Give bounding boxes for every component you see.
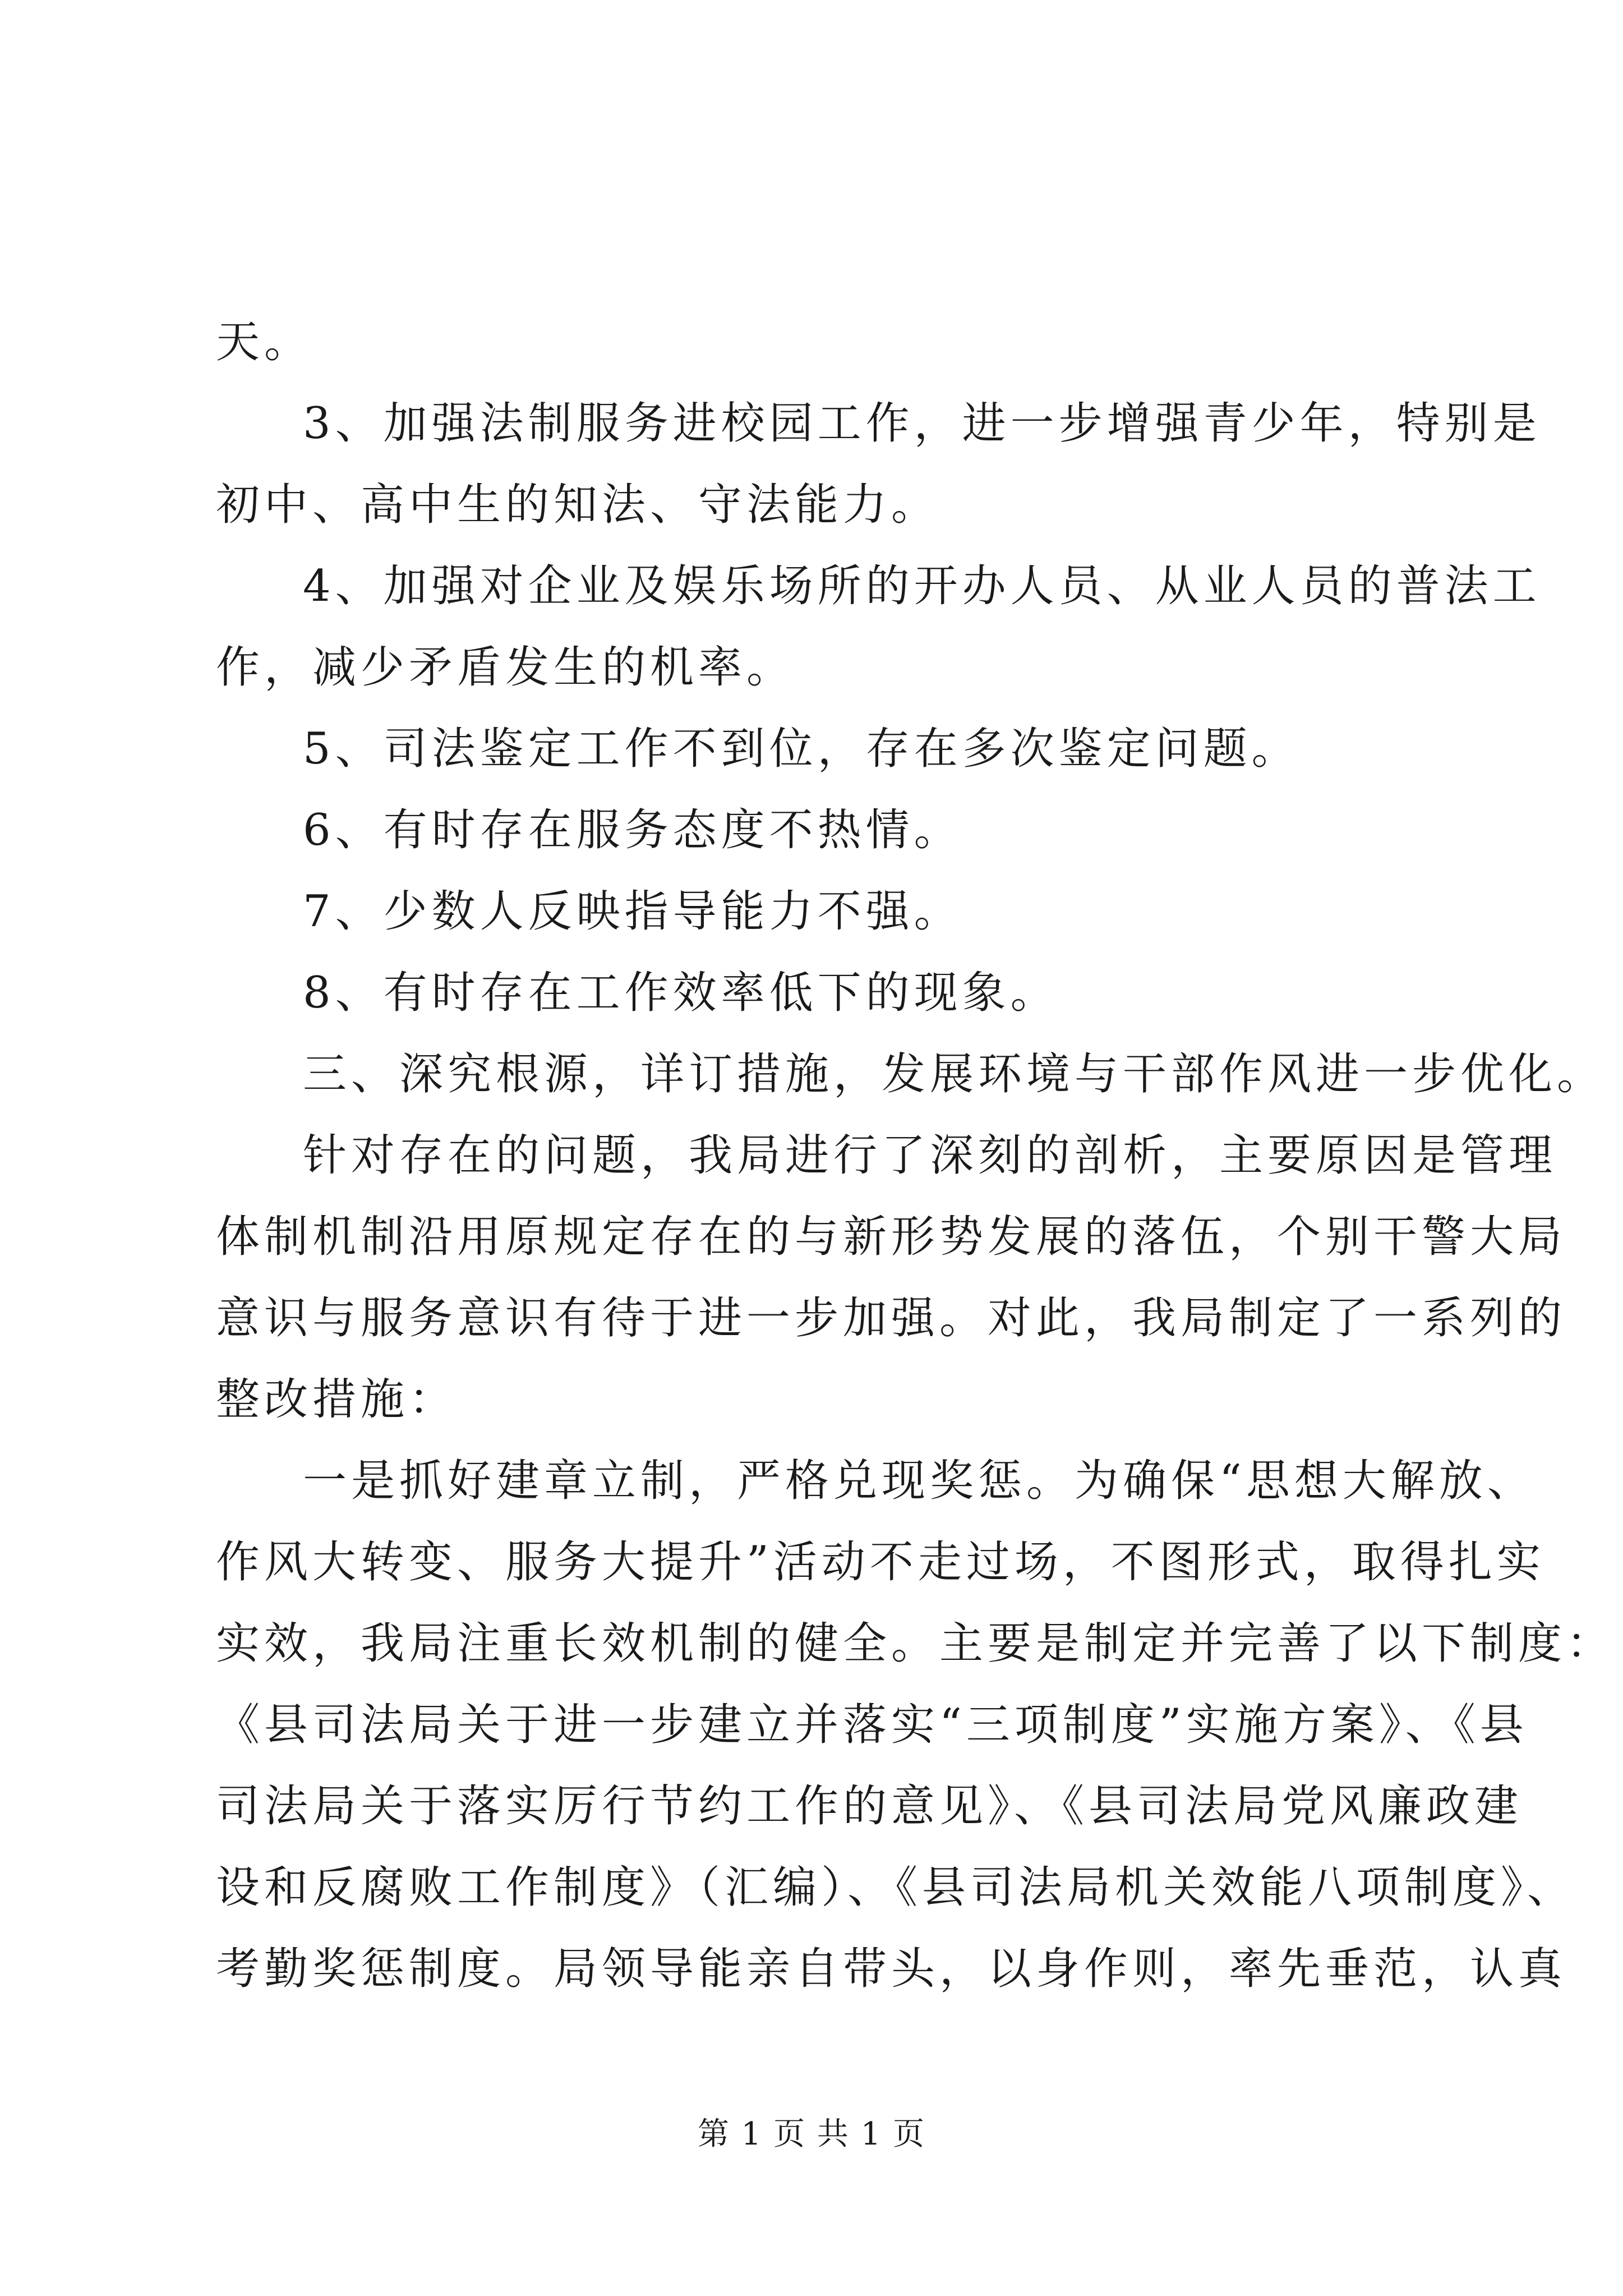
text-line: 初中、高中生的知法、守法能力。 <box>216 480 940 530</box>
text-line: 作风大转变、服务大提升”活动不走过场，不图形式，取得扎实 <box>216 1537 1545 1588</box>
text-line: 天。 <box>216 317 313 367</box>
text-line: 设和反腐败工作制度》（汇编）、《县司法局机关效能八项制度》、 <box>216 1862 1576 1913</box>
text-line: 作，减少矛盾发生的机率。 <box>216 642 795 693</box>
text-line: 3、加强法制服务进校园工作，进一步增强青少年，特别是 <box>303 398 1541 449</box>
text-line: 意识与服务意识有待于进一步加强。对此，我局制定了一系列的 <box>216 1293 1567 1343</box>
text-line: 6、有时存在服务态度不热情。 <box>303 805 962 855</box>
text-line: 一是抓好建章立制，严格兑现奖惩。为确保“思想大解放、 <box>303 1456 1536 1506</box>
text-line: 5、司法鉴定工作不到位，存在多次鉴定问题。 <box>303 724 1300 774</box>
text-line: 8、有时存在工作效率低下的现象。 <box>303 968 1059 1018</box>
text-line: 三、深究根源，详订措施，发展环境与干部作风进一步优化。 <box>303 1049 1606 1099</box>
text-line: 4、加强对企业及娱乐场所的开办人员、从业人员的普法工 <box>303 561 1541 611</box>
text-line: 考勤奖惩制度。局领导能亲自带头，以身作则，率先垂范，认真 <box>216 1944 1567 1994</box>
text-line: 司法局关于落实厉行节约工作的意见》、《县司法局党风廉政建 <box>216 1781 1523 1832</box>
text-line: 《县司法局关于进一步建立并落实“三项制度”实施方案》、《县 <box>216 1700 1528 1750</box>
text-line: 针对存在的问题，我局进行了深刻的剖析，主要原因是管理 <box>303 1130 1557 1181</box>
text-line: 体制机制沿用原规定存在的与新形势发展的落伍，个别干警大局 <box>216 1212 1567 1262</box>
text-line: 实效，我局注重长效机制的健全。主要是制定并完善了以下制度： <box>216 1618 1615 1669</box>
text-line: 7、少数人反映指导能力不强。 <box>303 886 962 937</box>
text-line: 整改措施： <box>216 1374 458 1425</box>
page-footer: 第 1 页 共 1 页 <box>697 2116 926 2152</box>
